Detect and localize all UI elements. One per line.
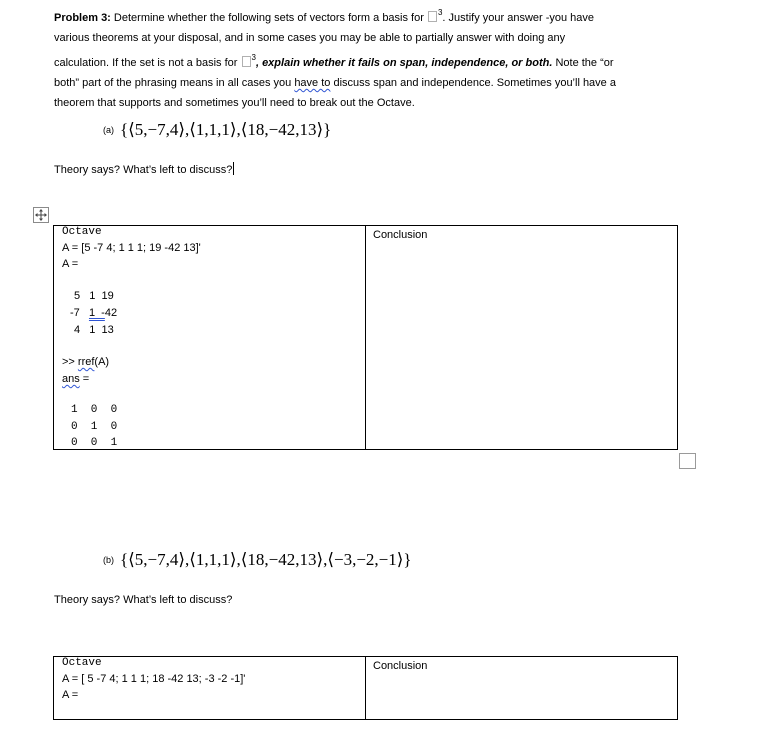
- part-a-conclusion-cell[interactable]: [366, 226, 678, 450]
- unrendered-symbol-icon: [242, 56, 251, 67]
- octave-title: Octave: [62, 657, 102, 669]
- rref-row: 0 1 0: [71, 421, 118, 433]
- part-b-vector-set: {⟨5,−7,4⟩,⟨1,1,1⟩,⟨18,−42,13⟩,⟨−3,−2,−1⟩}: [120, 550, 412, 569]
- rref-row: 1 0 0: [71, 404, 118, 416]
- unrendered-symbol-icon: [428, 11, 437, 22]
- conclusion-label: Conclusion: [373, 660, 428, 672]
- part-b-theory[interactable]: Theory says? What’s left to discuss?: [54, 594, 233, 606]
- part-a-octave-cell[interactable]: Octave A = [5 -7 4; 1 1 1; 19 -42 13]' A = 5 1 19 -7 1 -42 4 1 13 >> rref(A) ans = 1 0 0 0 1 0 0 0 1: [54, 226, 366, 450]
- matrix-row: 4 1 13: [74, 324, 114, 336]
- ans-label: ans =: [62, 373, 90, 385]
- part-a-table: [53, 225, 678, 450]
- part-a-label: (a): [103, 125, 114, 135]
- grammar-flag[interactable]: have to: [294, 77, 331, 89]
- problem-heading: Problem 3:: [54, 12, 111, 24]
- rref-command: >> rref(A): [62, 356, 110, 368]
- part-b-octave-cell[interactable]: Octave A = [ 5 -7 4; 1 1 1; 18 -42 13; -3 -2 -1]' A =: [54, 657, 366, 720]
- table-move-handle-icon[interactable]: [33, 207, 49, 223]
- rref-row: 0 0 1: [71, 437, 118, 449]
- matrix-row: -7 1 -42: [70, 307, 118, 319]
- octave-title: Octave: [62, 226, 102, 238]
- octave-command: A = [ 5 -7 4; 1 1 1; 18 -42 13; -3 -2 -1]': [62, 673, 246, 685]
- matrix-row: 5 1 19: [74, 290, 114, 302]
- octave-command: A = [5 -7 4; 1 1 1; 19 -42 13]': [62, 242, 201, 254]
- part-b-table: [53, 656, 678, 720]
- text-cursor: [233, 162, 234, 175]
- part-a-equation: [103, 117, 331, 143]
- conclusion-label: Conclusion: [373, 229, 428, 241]
- problem-statement: Problem 3: Determine whether the following sets of vectors form a basis for $^3$. Justify your answer -you have various theorems at your disposal, and in some cases you may be able to partially answer with doing any calculation. If the set is not a basis for $^3$, explain whether it fails on span, independence, or both. Note the “or both” part of the phrasing means in all cases you have to discuss span and independence. Sometimes you’ll have a theorem that supports and sometimes you’ll need to break out the Octave.: [54, 8, 616, 109]
- part-a-vector-set: {⟨5,−7,4⟩,⟨1,1,1⟩,⟨18,−42,13⟩}: [120, 120, 332, 139]
- table-resize-handle-icon[interactable]: [679, 453, 696, 469]
- part-b-conclusion-cell[interactable]: [366, 657, 678, 720]
- part-b-equation: [103, 547, 412, 573]
- part-b-label: (b): [103, 555, 114, 565]
- part-a-theory[interactable]: Theory says? What’s left to discuss?: [54, 164, 233, 176]
